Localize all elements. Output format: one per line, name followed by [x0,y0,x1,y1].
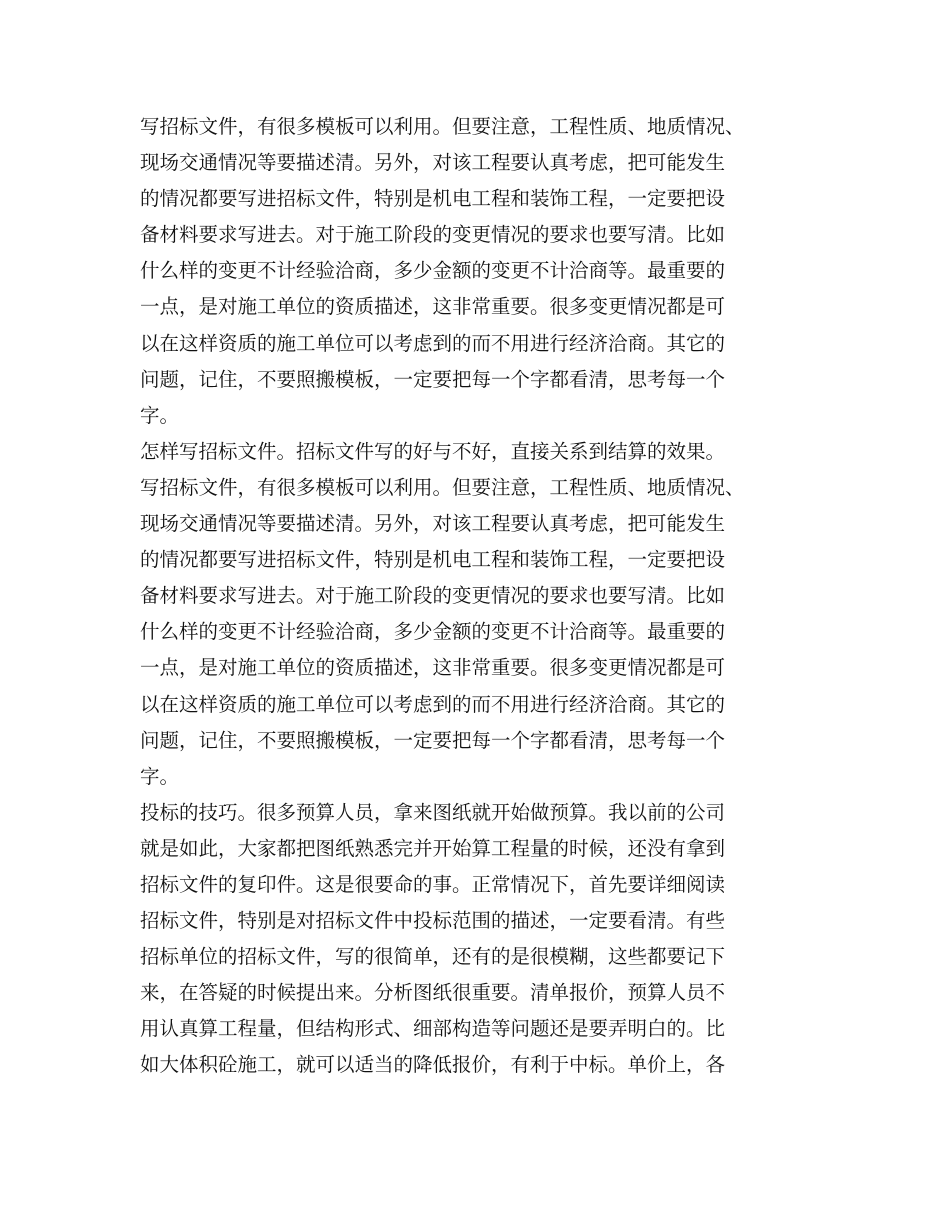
text-line: 以在这样资质的施工单位可以考虑到的而不用进行经济洽商。其它的 [140,331,726,355]
text-line: 一点，是对施工单位的资质描述，这非常重要。很多变更情况都是可 [140,295,726,319]
text-line: 字。 [140,764,180,788]
text-line: 写招标文件，有很多模板可以利用。但要注意，工程性质、地质情况、 [140,115,745,138]
text-line: 招标单位的招标文件，写的很简单，还有的是很模糊，这些都要记下 [140,945,726,969]
text-line: 备材料要求写进去。对于施工阶段的变更情况的要求也要写清。比如 [140,223,726,247]
text-line: 现场交通情况等要描述清。另外，对该工程要认真考虑，把可能发生 [140,151,726,175]
text-line: 招标文件的复印件。这是很要命的事。正常情况下，首先要详细阅读 [140,872,726,896]
body-text [140,109,820,1084]
text-line: 的情况都要写进招标文件，特别是机电工程和装饰工程，一定要把设 [140,187,726,211]
text-line: 什么样的变更不计经验洽商，多少金额的变更不计洽商等。最重要的 [140,620,726,644]
text-line: 来，在答疑的时候提出来。分析图纸很重要。清单报价，预算人员不 [140,981,726,1005]
text-line: 写招标文件，有很多模板可以利用。但要注意，工程性质、地质情况、 [140,475,745,499]
text-line: 以在这样资质的施工单位可以考虑到的而不用进行经济洽商。其它的 [140,692,726,716]
text-line: 一点，是对施工单位的资质描述，这非常重要。很多变更情况都是可 [140,656,726,680]
text-line: 如大体积砼施工，就可以适当的降低报价，有利于中标。单价上，各 [140,1053,726,1077]
text-line: 用认真算工程量，但结构形式、细部构造等问题还是要弄明白的。比 [140,1017,726,1041]
text-line: 招标文件，特别是对招标文件中投标范围的描述，一定要看清。有些 [140,909,726,933]
text-line: 问题，记住，不要照搬模板，一定要把每一个字都看清，思考每一个 [140,728,726,752]
text-line: 的情况都要写进招标文件，特别是机电工程和装饰工程，一定要把设 [140,548,726,572]
text-line: 现场交通情况等要描述清。另外，对该工程要认真考虑，把可能发生 [140,512,726,536]
text-line: 字。 [140,403,180,427]
text-line: 就是如此，大家都把图纸熟悉完并开始算工程量的时候，还没有拿到 [140,836,726,860]
text-line: 什么样的变更不计经验洽商，多少金额的变更不计洽商等。最重要的 [140,259,726,283]
text-line: 怎样写招标文件。招标文件写的好与不好，直接关系到结算的效果。 [140,439,726,463]
text-line: 问题，记住，不要照搬模板，一定要把每一个字都看清，思考每一个 [140,367,726,391]
text-line: 投标的技巧。很多预算人员，拿来图纸就开始做预算。我以前的公司 [140,800,726,824]
text-line: 备材料要求写进去。对于施工阶段的变更情况的要求也要写清。比如 [140,584,726,608]
